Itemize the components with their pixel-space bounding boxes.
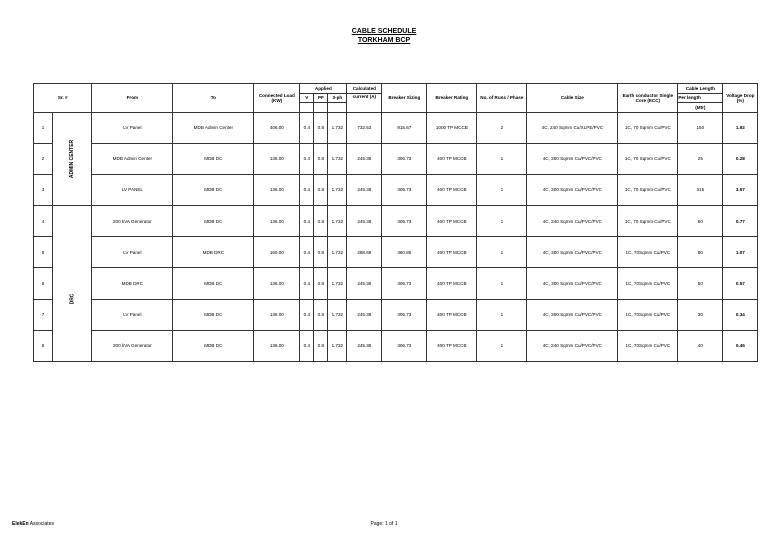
cell-to: MDB DC	[173, 330, 254, 361]
cell-v: 0.4	[300, 143, 314, 174]
cell-length: 40	[678, 330, 723, 361]
cell-runs: 1	[477, 268, 527, 299]
header-applied: Applied	[300, 84, 347, 94]
document-title	[0, 27, 768, 45]
cell-runs: 1	[477, 206, 527, 237]
cell-length: 315	[678, 174, 723, 205]
cell-current: 288.68	[347, 237, 382, 268]
cell-rating: 400 TP MCCB	[427, 143, 477, 174]
cell-sr: 4	[34, 206, 53, 237]
cell-sizing: 306.73	[382, 143, 427, 174]
header-cable-length: Cable Length	[678, 84, 723, 94]
table-row	[34, 299, 758, 330]
cell-v: 0.4	[300, 299, 314, 330]
cell-from: MDB DRC	[92, 268, 173, 299]
cell-from: LV Panel	[92, 112, 173, 143]
header-runs: No. of Runs / Phase	[477, 84, 527, 113]
cell-from: LV Panel	[92, 237, 173, 268]
header-connected-load: Connected Load (KW)	[254, 84, 300, 113]
cell-from: 200 kVA Generator	[92, 206, 173, 237]
group-label-admin: ADMIN CENTER	[53, 112, 92, 206]
cell-ecc: 1C, 70 Sqmm Cu/PVC	[618, 174, 678, 205]
footer-page-number: Page: 1 of 1	[370, 521, 398, 527]
cell-3ph: 1.732	[328, 268, 347, 299]
cell-length: 50	[678, 268, 723, 299]
header-v: V	[300, 93, 314, 103]
cell-rating: 400 TP MCCB	[427, 174, 477, 205]
cell-sr: 7	[34, 299, 53, 330]
cell-vdrop: 0.34	[723, 299, 758, 330]
cell-vdrop: 1.92	[723, 112, 758, 143]
cell-v: 0.4	[300, 330, 314, 361]
cell-sizing: 915.67	[382, 112, 427, 143]
header-from: From	[92, 84, 173, 113]
cell-3ph: 1.732	[328, 174, 347, 205]
table-row	[34, 330, 758, 361]
header-mtr: (Mtr)	[678, 103, 723, 113]
cell-to: MDB DC	[173, 268, 254, 299]
cell-load: 136.00	[254, 143, 300, 174]
cell-load: 136.00	[254, 268, 300, 299]
cell-rating: 1000 TP MCCB	[427, 112, 477, 143]
cell-load: 136.00	[254, 206, 300, 237]
cell-v: 0.4	[300, 237, 314, 268]
cell-ecc: 1C, 70 Sqmm Cu/PVC	[618, 206, 678, 237]
header-3ph: 3-ph	[328, 93, 347, 103]
cell-rating: 400 TP MCCB	[427, 299, 477, 330]
cell-from: MDB Admin Center	[92, 143, 173, 174]
cell-rating: 400 TP MCCB	[427, 237, 477, 268]
cell-pf: 0.8	[314, 268, 328, 299]
cell-rating: 400 TP MCCB	[427, 206, 477, 237]
cell-load: 136.00	[254, 299, 300, 330]
cell-length: 80	[678, 237, 723, 268]
cell-sr: 8	[34, 330, 53, 361]
cell-current: 732.53	[347, 112, 382, 143]
cell-vdrop: 1.07	[723, 237, 758, 268]
cell-current: 245.38	[347, 330, 382, 361]
cell-ecc: 1C, 70 Sqmm Cu/PVC	[618, 112, 678, 143]
cell-to: MDB Admin Center	[173, 112, 254, 143]
header-per-length: Per length	[678, 93, 723, 103]
cell-current: 245.38	[347, 299, 382, 330]
cell-sr: 2	[34, 143, 53, 174]
cell-vdrop: 0.45	[723, 330, 758, 361]
cell-from: LV PANEL	[92, 174, 173, 205]
cell-pf: 0.8	[314, 206, 328, 237]
header-breaker-rating: Breaker Rating	[427, 84, 477, 113]
header-sr: Sr. #	[34, 84, 92, 113]
cell-pf: 0.8	[314, 299, 328, 330]
cell-load: 406.00	[254, 112, 300, 143]
cell-vdrop: 0.28	[723, 143, 758, 174]
cell-v: 0.4	[300, 206, 314, 237]
cell-cable: 4C, 300 Sqmm Cu/PVC/PVC	[527, 237, 618, 268]
cell-cable: 4C, 300 Sqmm Cu/PVC/PVC	[527, 143, 618, 174]
cell-load: 136.00	[254, 174, 300, 205]
header-cable-size: Cable Size	[527, 84, 618, 113]
cell-pf: 0.8	[314, 330, 328, 361]
cell-ecc: 1C, 70Sqmm Cu/PVC	[618, 268, 678, 299]
footer-company: ElekEn Associates	[12, 521, 54, 527]
cell-to: MDB DRC	[173, 237, 254, 268]
table-row	[34, 174, 758, 205]
cell-3ph: 1.732	[328, 330, 347, 361]
cell-runs: 1	[477, 237, 527, 268]
cell-cable: 4C, 240 Sqmm Cu/PVC/PVC	[527, 206, 618, 237]
header-current: current (A)	[347, 93, 382, 112]
cell-ecc: 1C, 70 Sqmm Cu/PVC	[618, 143, 678, 174]
cell-sr: 1	[34, 112, 53, 143]
cell-sr: 3	[34, 174, 53, 205]
cell-v: 0.4	[300, 174, 314, 205]
cell-rating: 400 TP MCCB	[427, 330, 477, 361]
cell-to: MDB DC	[173, 143, 254, 174]
cell-sizing: 306.73	[382, 330, 427, 361]
cell-length: 30	[678, 299, 723, 330]
cell-cable: 4C, 240 Sqmm Cu/PVC/PVC	[527, 330, 618, 361]
cell-cable: 4C, 300 Sqmm Cu/PVC/PVC	[527, 268, 618, 299]
table-row	[34, 143, 758, 174]
cell-to: MDB DC	[173, 299, 254, 330]
cell-sizing: 306.73	[382, 268, 427, 299]
cell-current: 245.38	[347, 268, 382, 299]
cell-to: MDB DC	[173, 206, 254, 237]
cell-current: 245.38	[347, 174, 382, 205]
cell-v: 0.4	[300, 268, 314, 299]
cell-pf: 0.8	[314, 237, 328, 268]
cell-pf: 0.8	[314, 174, 328, 205]
cell-current: 245.38	[347, 143, 382, 174]
cell-current: 245.38	[347, 206, 382, 237]
table-row	[34, 206, 758, 237]
cell-vdrop: 3.57	[723, 174, 758, 205]
cell-ecc: 1C, 70Sqmm Cu/PVC	[618, 299, 678, 330]
cell-sizing: 306.73	[382, 206, 427, 237]
group-label-drc: DRC	[53, 237, 92, 362]
cell-sr: 6	[34, 268, 53, 299]
table-row	[34, 268, 758, 299]
cell-length: 150	[678, 112, 723, 143]
cell-load: 160.00	[254, 237, 300, 268]
cell-3ph: 1.732	[328, 112, 347, 143]
cell-cable: 4C, 300 Sqmm Cu/PVC/PVC	[527, 299, 618, 330]
cell-pf: 0.8	[314, 143, 328, 174]
table-row	[34, 112, 758, 143]
header-pf: PF	[314, 93, 328, 103]
cell-v: 0.4	[300, 112, 314, 143]
cell-pf: 0.8	[314, 112, 328, 143]
title-line-1: CABLE SCHEDULE	[351, 28, 417, 35]
cell-sr: 5	[34, 237, 53, 268]
cell-3ph: 1.732	[328, 206, 347, 237]
cell-runs: 1	[477, 174, 527, 205]
cell-vdrop: 0.57	[723, 268, 758, 299]
cell-sizing: 306.73	[382, 299, 427, 330]
title-line-2: TORKHAM BCP	[357, 37, 411, 44]
cell-3ph: 1.732	[328, 143, 347, 174]
table-row	[34, 237, 758, 268]
cell-ecc: 1C, 70Sqmm Cu/PVC	[618, 330, 678, 361]
header-calculated: Calculated	[347, 84, 382, 94]
cell-to: MDB DC	[173, 174, 254, 205]
cell-sizing: 306.73	[382, 174, 427, 205]
cell-sizing: 360.85	[382, 237, 427, 268]
cell-ecc: 1C, 70Sqmm Cu/PVC	[618, 237, 678, 268]
cell-length: 25	[678, 143, 723, 174]
cell-vdrop: 0.77	[723, 206, 758, 237]
cell-runs: 2	[477, 112, 527, 143]
cell-3ph: 1.732	[328, 299, 347, 330]
cell-load: 136.00	[254, 330, 300, 361]
cell-cable: 4C, 240 Sqmm Cu/XLPE/PVC	[527, 112, 618, 143]
cell-from: LV Panel	[92, 299, 173, 330]
header-breaker-sizing: Breaker Sizing	[382, 84, 427, 113]
cell-cable: 4C, 300 Sqmm Cu/PVC/PVC	[527, 174, 618, 205]
cell-3ph: 1.732	[328, 237, 347, 268]
header-voltage-drop: Voltage Drop (%)	[723, 84, 758, 113]
header-to: To	[173, 84, 254, 113]
cable-schedule-table	[33, 83, 758, 362]
cell-rating: 400 TP MCCB	[427, 268, 477, 299]
cell-from: 200 kVA Generator	[92, 330, 173, 361]
cell-runs: 1	[477, 143, 527, 174]
cell-length: 60	[678, 206, 723, 237]
header-earth-conductor: Earth conductor Single Core (ECC)	[618, 84, 678, 113]
cell-runs: 1	[477, 330, 527, 361]
cell-runs: 1	[477, 299, 527, 330]
